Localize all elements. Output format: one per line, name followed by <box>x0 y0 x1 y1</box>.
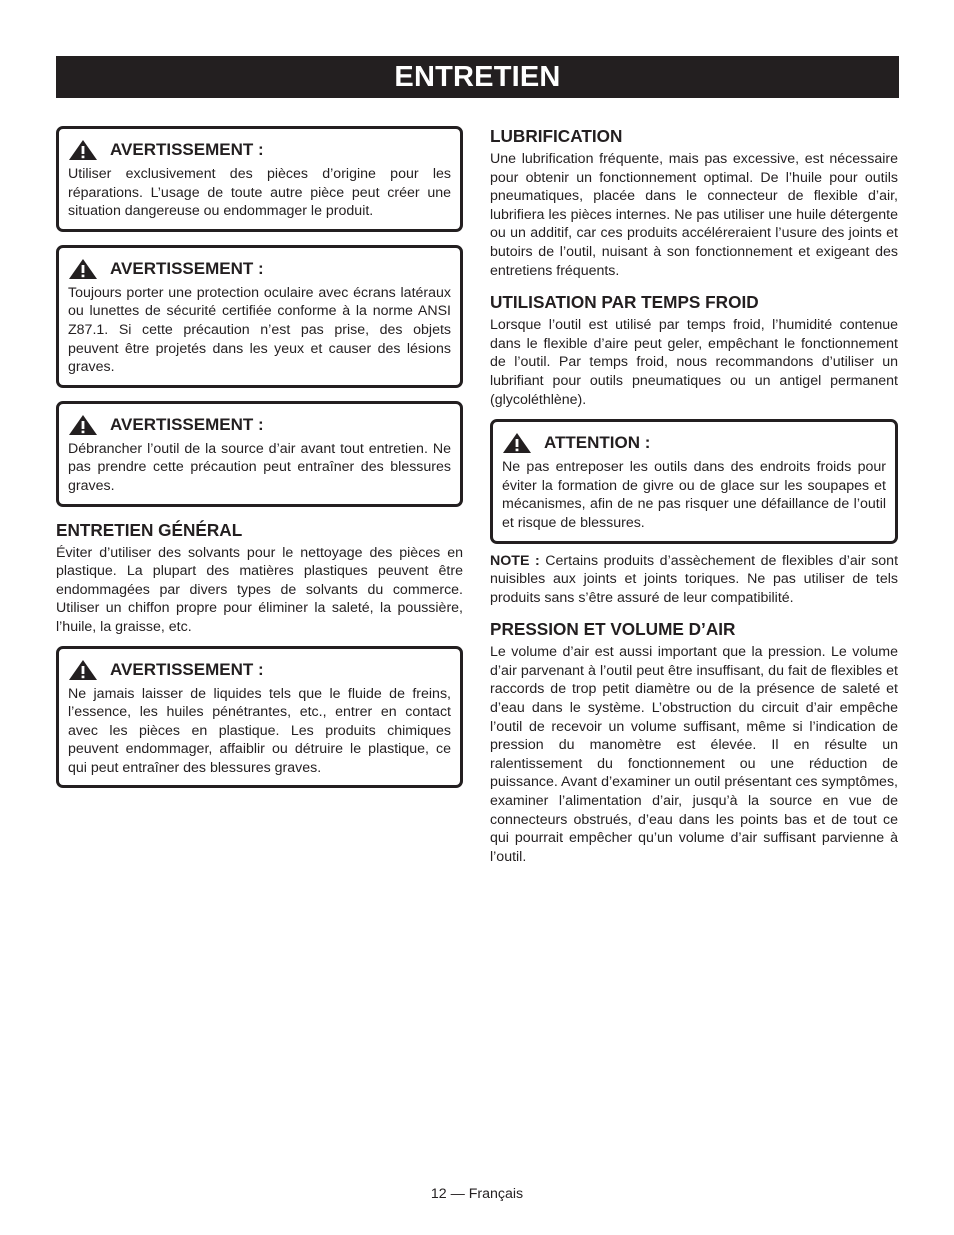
warning-triangle-icon <box>68 659 98 681</box>
attention-box <box>490 419 898 543</box>
left-column <box>56 126 463 801</box>
section-text: Une lubrification fréquente, mais pas excessive, est nécessaire pour obtenir un fonctionnement optimal. De l’huile pour outils pneumatiques, placée dans le connecteur de flexible d’air, lubrifiera les pièces internes. Ne pas utiliser une huile détergente ou un additif, car ces produits accéléreraient l’usure des joints et butoirs de l’outil, nuisant à son fonctionnement et exigeant des entretiens fréquents. <box>490 151 898 279</box>
page-title: ENTRETIEN <box>56 56 899 98</box>
page-footer: 12 — Français <box>430 1186 524 1202</box>
warning-title: AVERTISSEMENT : <box>110 414 264 434</box>
warning-box-original-parts <box>56 126 463 232</box>
warning-triangle-icon <box>68 414 98 436</box>
warning-title: AVERTISSEMENT : <box>110 659 264 679</box>
section-lubrification <box>490 126 898 280</box>
attention-title: ATTENTION : <box>544 433 651 453</box>
warning-header <box>68 659 451 681</box>
warning-triangle-icon <box>68 139 98 161</box>
warning-triangle-icon <box>502 432 532 454</box>
warning-text: Débrancher l’outil de la source d’air avant tout entretien. Ne pas prendre cette précaution peut entraîner des blessures graves. <box>68 440 451 494</box>
section-title: LUBRIFICATION <box>490 126 623 146</box>
warning-text: Utiliser exclusivement des pièces d’origine pour les réparations. L’usage de toute autre pièce peut créer une situation dangereuse ou endommager le produit. <box>68 166 451 220</box>
section-text: Lorsque l’outil est utilisé par temps froid, l’humidité contenue dans le flexible d’aire peut geler, empêchant le fonctionnement de l’outil. Par temps froid, nous recommandons d’utiliser un lubrifiant pour outils pneumatiques ou un antigel permanent (glycoléthlène). <box>490 317 898 408</box>
warning-box-disconnect-air <box>56 401 463 507</box>
warning-text: Ne jamais laisser de liquides tels que le fluide de freins, l’essence, les huiles pénétrantes, etc., entrer en contact avec les pièces en plastique. Les produits chimiques peuvent endommager, affaiblir ou détruire le plastique, ce qui peut entraîner des blessures graves. <box>68 685 451 776</box>
section-title: UTILISATION PAR TEMPS FROID <box>490 292 759 313</box>
warning-header <box>68 258 451 280</box>
section-title: PRESSION ET VOLUME D’AIR <box>490 619 736 640</box>
section-text: Le volume d’air est aussi important que la pression. Le volume d’air parvenant à l’outil peut être insuffisant, du fait de flexibles et raccords de trop petit diamètre ou de la présence de saleté et d’eau dans le système. L’obstruction du circuit d’air empêche l’outil de recevoir un volume suffisant, même si l’indication de pression du manomètre est élevée. Il en résulte un ralentissement du fonctionnement ou une réduction de puissance. Avant d’examiner un outil présentant ces symptômes, examiner l’alimentation d’air, jusqu’à la source en vue de connecteurs obstrués, d’eau dans les points bas et de tout ce qui pourrait empêcher qu’un volume d’air suffisant parvienne à l’outil. <box>490 644 898 865</box>
warning-text: Toujours porter une protection oculaire avec écrans latéraux ou lunettes de sécurité certifiée conforme à la norme ANSI Z87.1. Si cette précaution n’est pas prise, des objets peuvent être projetés dans les yeux et causer des lésions graves. <box>68 284 451 376</box>
warning-title: AVERTISSEMENT : <box>110 258 264 278</box>
right-column <box>490 126 898 866</box>
note-paragraph <box>490 552 898 608</box>
attention-text: Ne pas entreposer les outils dans des endroits froids pour éviter la formation de givre ou de glace sur les soupapes et mécanismes, afin de ne pas risquer une défaillance de l’outil et risque de blessures. <box>502 459 886 531</box>
section-pressure-volume <box>490 619 898 866</box>
warning-header <box>68 414 451 436</box>
section-cold-weather <box>490 292 898 409</box>
section-text: Éviter d’utiliser des solvants pour le nettoyage des pièces en plastique. La plupart des matières plastiques peuvent être endommagées par divers types de solvants du commerce. Utiliser un chiffon propre pour éliminer la saleté, la poussière, l’huile, la graisse, etc. <box>56 544 463 635</box>
section-general-maintenance <box>56 520 463 637</box>
note-text: Certains produits d’assèchement de flexibles d’air sont nuisibles aux joints et joints toriques. Ne pas utiliser de tels produits sans s’être assuré de leur compatibilité. <box>490 552 899 606</box>
section-title: ENTRETIEN GÉNÉRAL <box>56 519 243 540</box>
warning-title: AVERTISSEMENT : <box>110 140 264 159</box>
warning-box-eye-protection <box>56 245 463 388</box>
warning-triangle-icon <box>68 258 98 280</box>
note-label: NOTE : <box>490 552 540 569</box>
warning-box-liquids <box>56 646 463 789</box>
attention-header <box>502 432 886 454</box>
warning-header <box>68 139 451 161</box>
